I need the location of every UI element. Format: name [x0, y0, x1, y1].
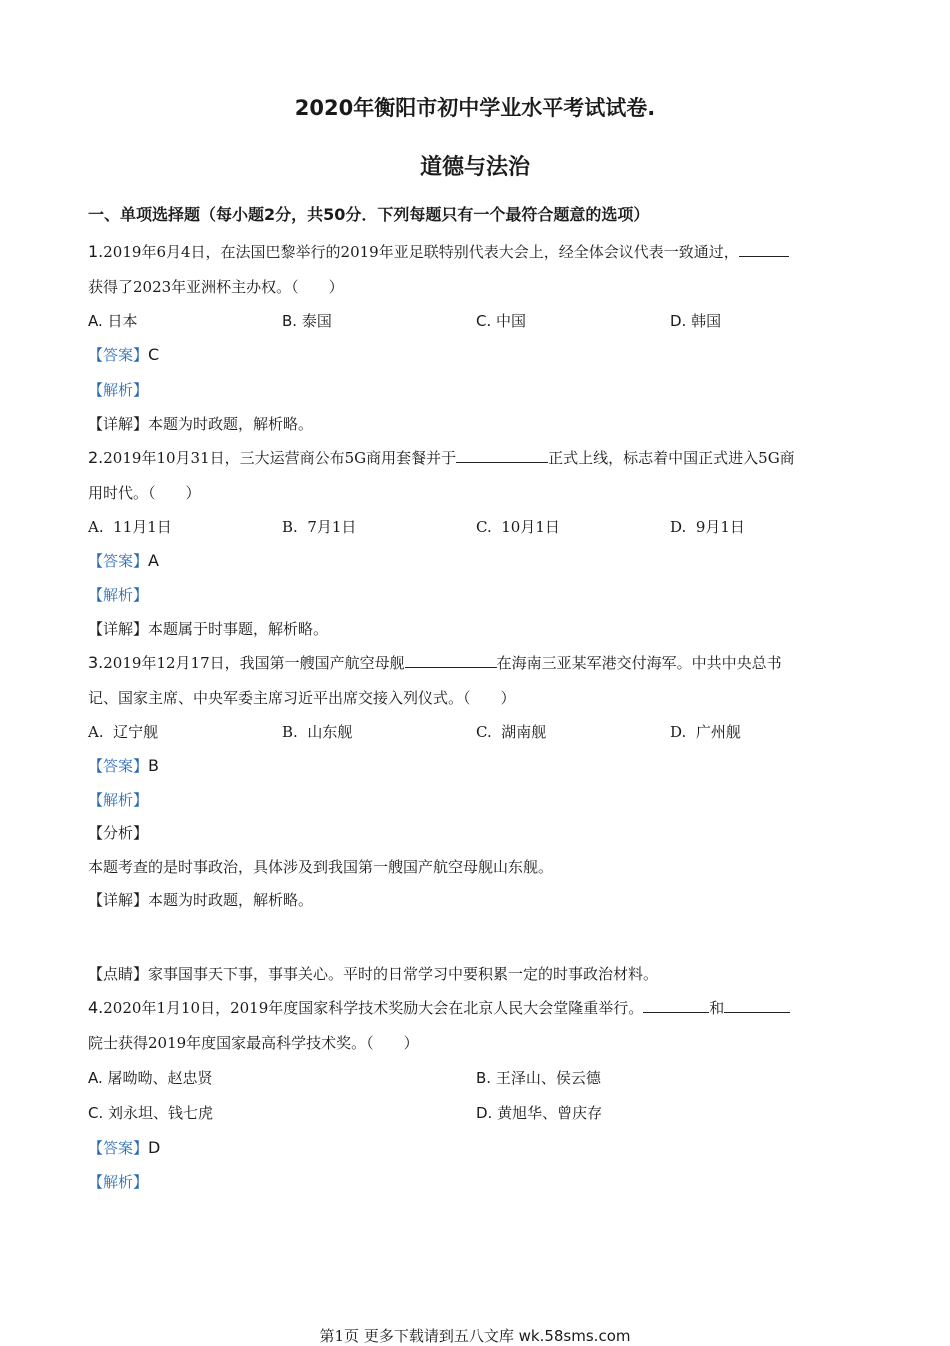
page-subtitle: 道德与法治	[419, 155, 530, 180]
option-text: 黄旭华、曾庆存	[497, 1104, 603, 1122]
option-letter: D.	[670, 518, 687, 536]
answer-line	[88, 1138, 160, 1158]
question-number: 2.	[88, 448, 104, 467]
detail-line	[88, 414, 313, 434]
option-text: 王泽山、侯云德	[495, 1069, 601, 1087]
answer-value: A	[148, 551, 159, 570]
option-text: 7月1日	[307, 518, 357, 536]
option-text: 日本	[107, 312, 138, 330]
detail-tag: 【详解】	[88, 620, 149, 638]
detail-text: 本题为时政题，解析略。	[148, 891, 314, 909]
option-text: 屠呦呦、赵忠贤	[107, 1069, 213, 1087]
option-letter: C.	[88, 1104, 104, 1122]
answer-tag: 【答案】	[88, 757, 149, 775]
answer-blank	[405, 653, 497, 668]
question-text: 和	[709, 999, 725, 1017]
option-text: 9月1日	[695, 518, 745, 536]
question-4-line-2: 院士获得2019年度国家最高科学技术奖。（ ）	[88, 1034, 419, 1052]
footer-site-link[interactable]: wk.58sms.com	[518, 1327, 631, 1345]
detail-line	[88, 619, 328, 639]
option-letter: D.	[670, 312, 687, 330]
option-text: 泰国	[301, 312, 332, 330]
option-text: 10月1日	[501, 518, 560, 536]
option-letter: A.	[88, 1069, 103, 1087]
answer-blank	[643, 998, 709, 1013]
fenxi-text: 本题考查的是时事政治，具体涉及到我国第一艘国产航空母舰山东舰。	[88, 858, 554, 876]
answer-blank	[739, 242, 789, 257]
option-b	[282, 517, 356, 537]
question-3-line-2: 记、国家主席、中央军委主席习近平出席交接入列仪式。（ ）	[88, 689, 516, 707]
answer-line	[88, 551, 159, 571]
question-3-line-1	[88, 653, 782, 673]
answer-blank	[456, 448, 548, 463]
analysis-tag: 【解析】	[88, 586, 149, 604]
analysis-tag: 【解析】	[88, 1173, 149, 1191]
option-text: 中国	[496, 312, 527, 330]
option-text: 山东舰	[307, 723, 353, 741]
question-number: 3.	[88, 653, 104, 672]
answer-tag: 【答案】	[88, 346, 149, 364]
detail-line	[88, 890, 313, 910]
option-a	[88, 722, 158, 742]
analysis-tag: 【解析】	[88, 381, 149, 399]
question-2-line-1	[88, 448, 795, 468]
question-text: 正式上线，标志着中国正式进入5G商	[548, 449, 795, 467]
section-heading: 一、单项选择题（每小题2分，共50分．下列每题只有一个最符合题意的选项）	[88, 205, 650, 224]
option-c	[476, 722, 546, 742]
detail-tag: 【详解】	[88, 415, 149, 433]
answer-line	[88, 756, 159, 776]
option-letter: D.	[670, 723, 687, 741]
answer-value: C	[148, 345, 160, 364]
option-text: 广州舰	[695, 723, 741, 741]
option-a	[88, 517, 172, 537]
dianjing-line	[88, 964, 658, 984]
option-letter: C.	[476, 518, 492, 536]
answer-blank	[724, 998, 790, 1013]
option-letter: C.	[476, 312, 492, 330]
option-letter: B.	[282, 312, 298, 330]
option-text: 刘永坦、钱七虎	[108, 1104, 214, 1122]
page-title: 2020年衡阳市初中学业水平考试试卷.	[294, 96, 656, 120]
option-b	[282, 722, 352, 742]
answer-tag: 【答案】	[88, 1139, 149, 1157]
option-text: 辽宁舰	[113, 723, 159, 741]
question-number: 1.	[88, 242, 104, 261]
question-text: 2019年6月4日，在法国巴黎举行的2019年亚足联特别代表大会上，经全体会议代表一致通过，	[103, 243, 739, 261]
analysis-tag: 【解析】	[88, 791, 149, 809]
option-d	[670, 311, 721, 331]
option-b	[476, 1068, 601, 1088]
question-1-line-2: 获得了2023年亚洲杯主办权。（ ）	[88, 278, 344, 296]
option-letter: B.	[282, 723, 298, 741]
option-c	[88, 1103, 213, 1123]
answer-value: D	[148, 1138, 161, 1157]
option-letter: A.	[88, 312, 103, 330]
option-letter: B.	[476, 1069, 492, 1087]
option-text: 湖南舰	[501, 723, 547, 741]
option-letter: A.	[88, 723, 104, 741]
dianjing-tag: 【点睛】	[88, 965, 149, 983]
option-letter: C.	[476, 723, 492, 741]
option-letter: A.	[88, 518, 104, 536]
fenxi-tag: 【分析】	[88, 824, 149, 842]
option-c	[476, 517, 560, 537]
option-a	[88, 1068, 213, 1088]
dianjing-text: 家事国事天下事，事事关心。平时的日常学习中要积累一定的时事政治材料。	[148, 965, 659, 983]
option-c	[476, 311, 526, 331]
option-text: 11月1日	[113, 518, 172, 536]
question-text: 2019年12月17日，我国第一艘国产航空母舰	[103, 654, 405, 672]
question-text: 2020年1月10日，2019年度国家科学技术奖励大会在北京人民大会堂隆重举行。	[103, 999, 644, 1017]
answer-tag: 【答案】	[88, 552, 149, 570]
question-2-line-2: 用时代。（ ）	[88, 484, 201, 502]
option-d	[670, 517, 745, 537]
option-text: 韩国	[691, 312, 722, 330]
question-number: 4.	[88, 998, 104, 1017]
option-letter: D.	[476, 1104, 493, 1122]
answer-value: B	[148, 756, 159, 775]
detail-text: 本题为时政题，解析略。	[148, 415, 314, 433]
detail-tag: 【详解】	[88, 891, 149, 909]
question-text: 2019年10月31日，三大运营商公布5G商用套餐并于	[103, 449, 457, 467]
page-footer	[0, 1325, 950, 1346]
option-letter: B.	[282, 518, 298, 536]
answer-line	[88, 345, 159, 365]
option-a	[88, 311, 138, 331]
question-4-line-1	[88, 998, 790, 1018]
question-text: 在海南三亚某军港交付海军。中共中央总书	[496, 654, 782, 672]
detail-text: 本题属于时事题，解析略。	[148, 620, 329, 638]
option-d	[670, 722, 741, 742]
option-d	[476, 1103, 602, 1123]
question-1-line-1	[88, 242, 789, 262]
option-b	[282, 311, 332, 331]
footer-text: 第1页 更多下载请到五八文库	[319, 1327, 514, 1345]
